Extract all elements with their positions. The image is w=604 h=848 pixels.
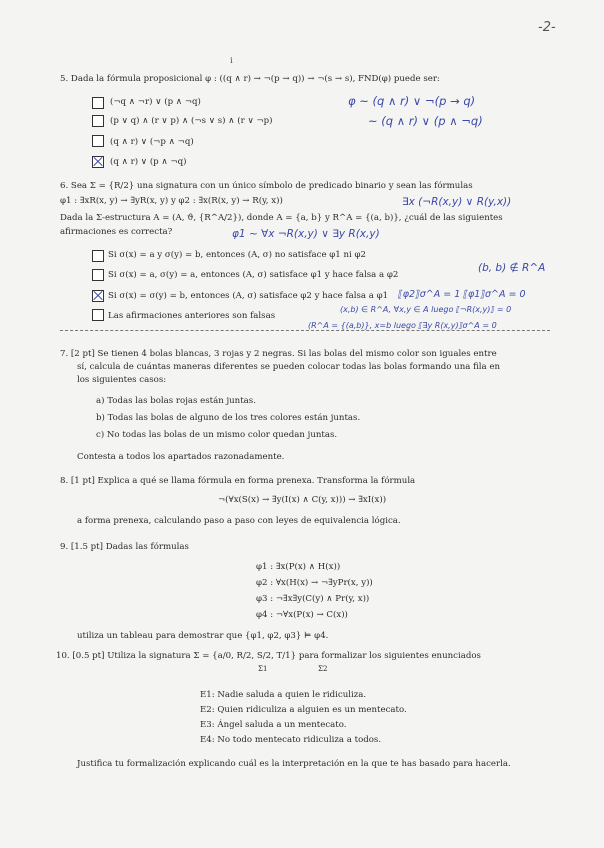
q6-line-2: φ1 : ∃xR(x, y) → ∃yR(x, y) y φ2 : ∃x(R(x, y) → R(y, x))	[60, 196, 283, 206]
q6-checkbox-1[interactable]	[92, 250, 104, 262]
q9-formula-4: φ4 : ¬∀x(P(x) → C(x))	[256, 610, 348, 620]
q6-checkbox-3[interactable]	[92, 290, 104, 302]
q6-handwriting-1: ∃x (¬R(x,y) ∨ R(y,x))	[402, 196, 512, 208]
q6-option-3: Si σ(x) = σ(y) = b, entonces (A, σ) satisface φ2 y hace falsa a φ1	[108, 291, 389, 301]
q5-checkbox-3[interactable]	[92, 135, 104, 147]
q9-line-2: utiliza un tableau para demostrar que {φ1, φ2, φ3} ⊨ φ4.	[77, 631, 329, 641]
q10-statement-3: E3: Ángel saluda a un mentecato.	[200, 720, 347, 730]
q5-option-1: (¬q ∧ ¬r) ∨ (p ∧ ¬q)	[110, 97, 201, 107]
q10-statement-2: E2: Quien ridiculiza a alguien es un mentecato.	[200, 705, 407, 715]
q6-handwriting-3: (b, b) ∉ R^A	[478, 262, 546, 274]
q9-line-1: 9. [1.5 pt] Dadas las fórmulas	[60, 542, 189, 552]
q6-line-3: Dada la Σ-estructura A = (A, ϑ, {R^A/2}), donde A = {a, b} y R^A = {(a, b)}, ¿cuál de las siguientes	[60, 213, 503, 223]
q7-line-2: sí, calcula de cuántas maneras diferentes se pueden colocar todas las bolas formando una fila en	[77, 362, 501, 372]
q10-footer: Justifica tu formalización explicando cuál es la interpretación en la que te has basado para hacerla.	[77, 759, 511, 769]
q8-line-2: a forma prenexa, calculando paso a paso con leyes de equivalencia lógica.	[77, 516, 401, 526]
q6-option-1: Si σ(x) = a y σ(y) = b, entonces (A, σ) no satisface φ1 ni φ2	[108, 250, 366, 260]
q9-formula-1: φ1 : ∃x(P(x) ∧ H(x))	[256, 562, 341, 572]
q10-statement-4: E4: No todo mentecato ridiculiza a todos.	[200, 735, 382, 745]
q10-underbrace-2: Σ2	[318, 665, 328, 673]
q7-footer: Contesta a todos los apartados razonadamente.	[77, 452, 285, 462]
q7-line-1: 7. [2 pt] Se tienen 4 bolas blancas, 3 rojas y 2 negras. Si las bolas del mismo color son iguales entre	[60, 349, 497, 359]
q8-line-1: 8. [1 pt] Explica a qué se llama fórmula en forma prenexa. Transforma la fórmula	[60, 476, 416, 486]
q5-handwriting-1: φ ~ (q ∧ r) ∨ ¬(p → q)	[348, 94, 476, 108]
q5-checkbox-2[interactable]	[92, 115, 104, 127]
q10-statement-1: E1: Nadie saluda a quien le ridiculiza.	[200, 690, 367, 700]
q6-handwriting-5: (x,b) ∈ R^A, ∀x,y ∈ A luego ⟦¬R(x,y)⟧ = 0	[340, 305, 512, 314]
q8-formula: ¬(∀x(S(x) → ∃y(I(x) ∧ C(y, x))) → ∃xI(x))	[217, 495, 387, 505]
q5-handwriting-2: ~ (q ∧ r) ∨ (p ∧ ¬q)	[368, 114, 483, 128]
q6-checkbox-4[interactable]	[92, 309, 104, 321]
q5-option-3: (q ∧ r) ∨ (¬p ∧ ¬q)	[110, 137, 194, 147]
q6-checkbox-2[interactable]	[92, 269, 104, 281]
q9-formula-2: φ2 : ∀x(H(x) → ¬∃yPr(x, y))	[256, 578, 373, 588]
q6-option-4: Las afirmaciones anteriores son falsas	[108, 311, 276, 321]
q6-handwriting-6: (R^A = {(a,b)}, x=b luego ⟦∃y R(x,y)⟧σ^A = 0	[308, 321, 497, 330]
q10-line-1: 10. [0.5 pt] Utiliza la signatura Σ = {a/0, R/2, S/2, T/1} para formalizar los siguientes enunciados	[56, 651, 481, 661]
q7-case-a: a) Todas las bolas rojas están juntas.	[96, 396, 256, 406]
divider-line	[60, 330, 550, 331]
q7-case-b: b) Todas las bolas de alguno de los tres colores están juntas.	[96, 413, 361, 423]
q5-checkbox-4[interactable]	[92, 156, 104, 168]
q7-case-c: c) No todas las bolas de un mismo color quedan juntas.	[96, 430, 338, 440]
q10-underbrace-1: Σ1	[258, 665, 268, 673]
q6-handwriting-2: φ1 ~ ∀x ¬R(x,y) ∨ ∃y R(x,y)	[232, 228, 380, 240]
q6-line-4: afirmaciones es correcta?	[60, 227, 173, 237]
q5-option-2: (p ∨ q) ∧ (r ∨ p) ∧ (¬s ∨ s) ∧ (r ∨ ¬p)	[110, 116, 273, 126]
q5-option-4: (q ∧ r) ∨ (p ∧ ¬q)	[110, 157, 187, 167]
q7-line-3: los siguientes casos:	[77, 375, 167, 385]
q5-checkbox-1[interactable]	[92, 97, 104, 109]
q6-option-2: Si σ(x) = a, σ(y) = a, entonces (A, σ) satisface φ1 y hace falsa a φ2	[108, 270, 399, 280]
q6-handwriting-4: ⟦φ2⟧σ^A = 1 ⟦φ1⟧σ^A = 0	[398, 289, 526, 300]
q6-line-1: 6. Sea Σ = {R/2} una signatura con un único símbolo de predicado binario y sean las fórmulas	[60, 181, 473, 191]
q9-formula-3: φ3 : ¬∃x∃y(C(y) ∧ Pr(y, x))	[256, 594, 370, 604]
q5-stem: 5. Dada la fórmula proposicional φ : ((q ∧ r) → ¬(p → q)) → ¬(s → s), FND(φ) puede ser:	[60, 74, 440, 84]
page-number: -2-	[538, 20, 556, 35]
stray-mark: i	[230, 56, 233, 66]
